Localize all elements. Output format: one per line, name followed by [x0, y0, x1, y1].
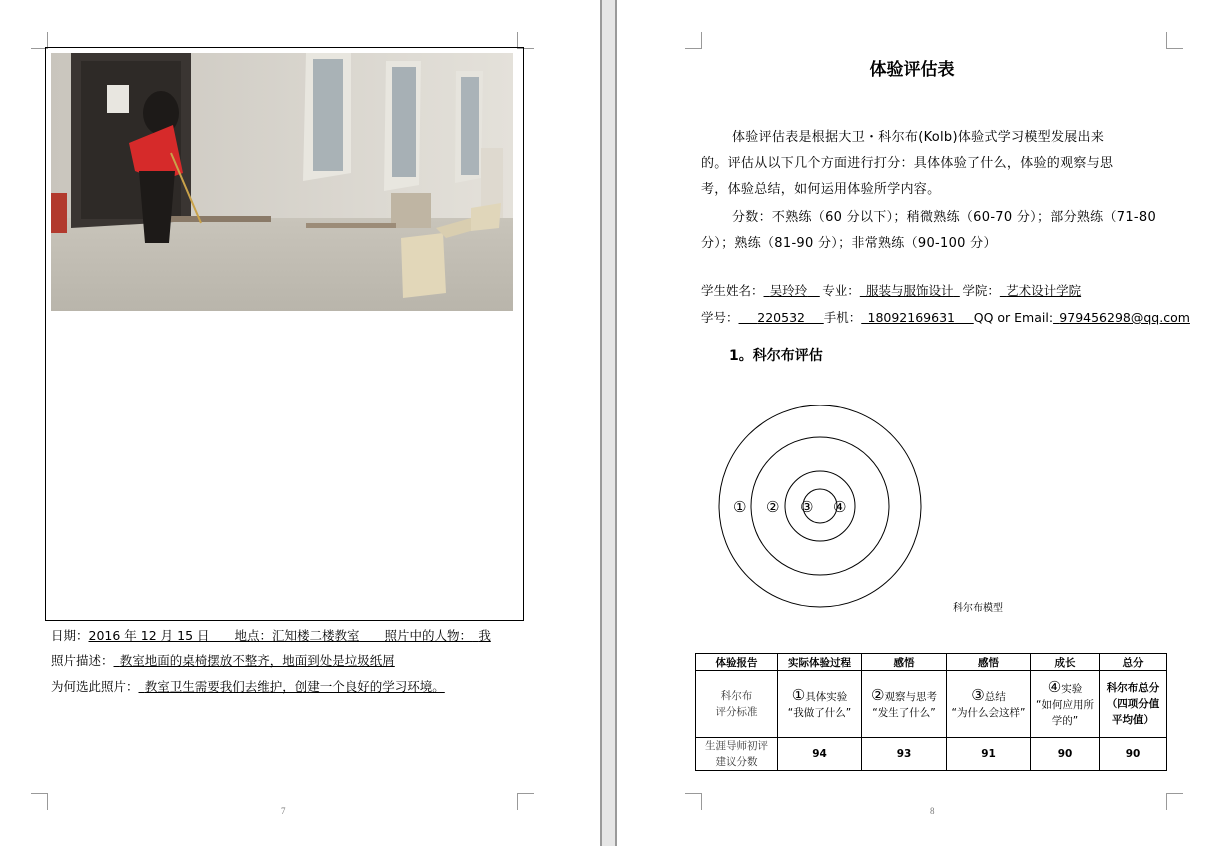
criteria-cell-2: ②观察与思考 “发生了什么” — [862, 671, 947, 738]
page-number: 8 — [930, 806, 935, 816]
place-value: 汇知楼二楼教室 — [272, 628, 360, 643]
email-value: 979456298@qq.com — [1059, 310, 1190, 325]
student-info-line-2 — [701, 308, 1190, 326]
crop-mark — [685, 793, 702, 810]
page-7 — [0, 0, 600, 846]
student-info-line-1 — [701, 281, 1081, 299]
name-value: 吴玲玲 — [769, 283, 808, 298]
intro-line-2: 的。评估从以下几个方面进行打分：具体体验了什么，体验的观察与思 — [701, 156, 1114, 171]
crop-mark — [685, 32, 702, 49]
name-label: 学生姓名： — [701, 283, 764, 298]
header-cell: 总分 — [1100, 654, 1167, 671]
criteria-label-cell: 科尔布 评分标准 — [696, 671, 778, 738]
college-label: 学院： — [962, 283, 1000, 298]
email-label: QQ or Email: — [973, 310, 1054, 325]
id-value: 220532 — [757, 310, 805, 325]
desc-label: 照片描述： — [51, 653, 114, 668]
table-header-row — [696, 654, 1167, 671]
major-label: 专业： — [822, 283, 860, 298]
kolb-target-diagram — [717, 405, 1017, 625]
people-label: 照片中的人物： — [384, 628, 473, 643]
criteria-cell-1: ①具体实验 “我做了什么” — [778, 671, 862, 738]
phone-value: 18092169631 — [867, 310, 955, 325]
people-value: 我 — [478, 628, 491, 643]
ring-label-2: ② — [766, 498, 780, 516]
page-title: 体验评估表 — [869, 60, 955, 80]
major-value: 服装与服饰设计 — [866, 283, 954, 298]
criteria-cell-4: ④实验 “如何应用所学的” — [1031, 671, 1100, 738]
score-label-cell: 生涯导师初评 建议分数 — [696, 738, 778, 771]
page-number: 7 — [281, 806, 286, 816]
header-cell: 感悟 — [862, 654, 947, 671]
page-gap — [600, 0, 617, 846]
desc-value: 教室地面的桌椅摆放不整齐，地面到处是垃圾纸屑 — [119, 653, 395, 668]
header-cell: 体验报告 — [696, 654, 778, 671]
ring-label-4: ④ — [833, 498, 847, 516]
ring-1 — [719, 405, 921, 607]
date-value: 2016 年 12 月 15 日 — [88, 628, 210, 643]
section-title: 1。科尔布评估 — [729, 348, 823, 364]
date-label: 日期： — [51, 628, 89, 643]
diagram-caption: 科尔布模型 — [953, 603, 1003, 614]
caption-line-2 — [51, 651, 395, 669]
score-cell: 93 — [862, 738, 947, 771]
crop-mark — [31, 793, 48, 810]
table-row-scores — [696, 738, 1167, 771]
college-value: 艺术设计学院 — [1006, 283, 1082, 298]
crop-mark — [1166, 793, 1183, 810]
kolb-score-table — [695, 653, 1167, 771]
caption-line-3 — [51, 677, 445, 695]
score-line-2: 分）；熟练（81-90 分）；非常熟练（90-100 分） — [701, 236, 997, 251]
ring-label-3: ③ — [800, 498, 814, 516]
intro-line-1: 体验评估表是根据大卫・科尔布(Kolb)体验式学习模型发展出来 — [732, 130, 1105, 145]
intro-line-3: 考，体验总结，如何运用体验所学内容。 — [701, 182, 941, 197]
header-cell: 成长 — [1031, 654, 1100, 671]
score-cell: 91 — [947, 738, 1031, 771]
phone-label: 手机： — [823, 310, 862, 325]
caption-line-1 — [51, 626, 491, 644]
total-score-cell: 90 — [1100, 738, 1167, 771]
reason-label: 为何选此照片： — [51, 679, 139, 694]
crop-mark — [517, 793, 534, 810]
crop-mark — [1166, 32, 1183, 49]
score-cell: 94 — [778, 738, 862, 771]
score-line-1: 分数：不熟练（60 分以下）；稍微熟练（60-70 分）；部分熟练（71-80 — [732, 210, 1157, 225]
id-label: 学号： — [701, 310, 739, 325]
score-cell: 90 — [1031, 738, 1100, 771]
table-row-criteria — [696, 671, 1167, 738]
total-criteria-cell: 科尔布总分（四项分值平均值） — [1100, 671, 1167, 738]
header-cell: 感悟 — [947, 654, 1031, 671]
place-label: 地点： — [234, 628, 273, 643]
page-8 — [617, 0, 1207, 846]
photo-frame — [45, 47, 524, 621]
ring-label-1: ① — [733, 498, 747, 516]
reason-value: 教室卫生需要我们去维护，创建一个良好的学习环境。 — [144, 679, 445, 694]
classroom-photo — [51, 53, 513, 311]
header-cell: 实际体验过程 — [778, 654, 862, 671]
criteria-cell-3: ③总结 “为什么会这样” — [947, 671, 1031, 738]
